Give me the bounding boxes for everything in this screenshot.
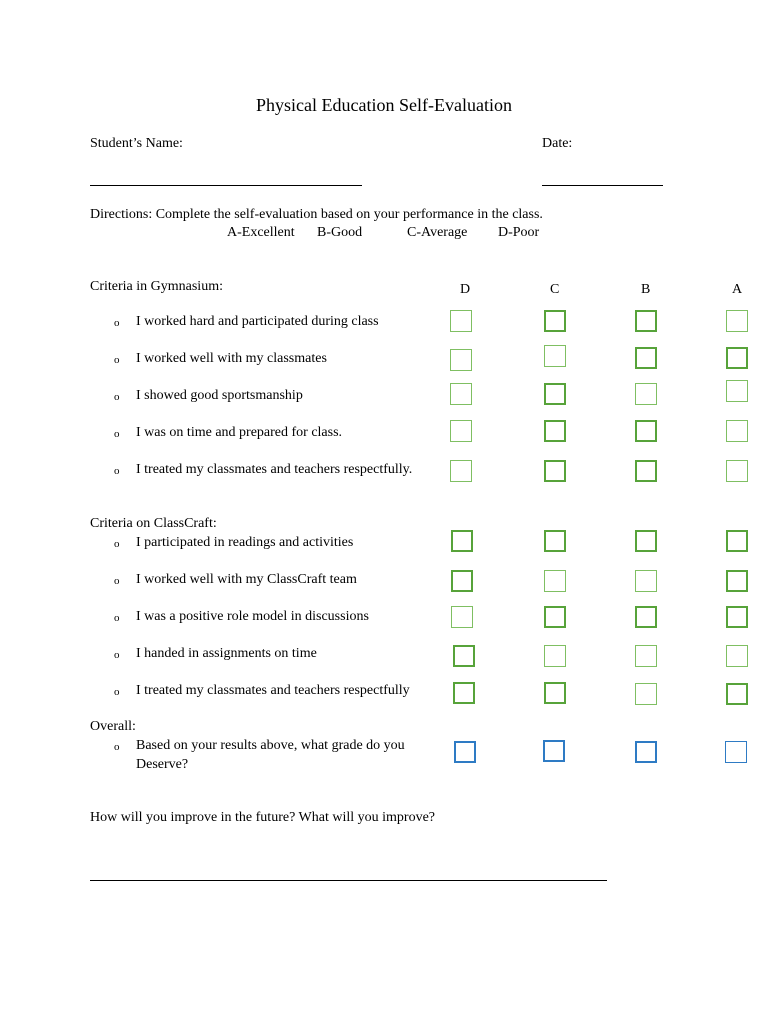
gym-item-3-c-checkbox[interactable] [544,383,566,405]
classcraft-item-5-c-checkbox[interactable] [544,682,566,704]
improve-answer-field[interactable] [90,880,607,881]
classcraft-item-3: I was a positive role model in discussions [136,609,369,624]
classcraft-item-1-a-checkbox[interactable] [726,530,748,552]
classcraft-item-5-d-checkbox[interactable] [453,682,475,704]
gym-item-1-d-checkbox[interactable] [450,310,472,332]
classcraft-item-2-d-checkbox[interactable] [451,570,473,592]
classcraft-item-1-c-checkbox[interactable] [544,530,566,552]
bullet-marker: o [114,538,120,550]
gym-item-4-a-checkbox[interactable] [726,420,748,442]
column-header-c: C [550,282,560,297]
directions-text: Directions: Complete the self-evaluation based on your performance in the class. [90,207,543,222]
classcraft-item-5-a-checkbox[interactable] [726,683,748,705]
bullet-marker: o [114,612,120,624]
gym-item-4-d-checkbox[interactable] [450,420,472,442]
bullet-marker: o [114,686,120,698]
classcraft-item-1-b-checkbox[interactable] [635,530,657,552]
overall-d-checkbox[interactable] [454,741,476,763]
bullet-marker: o [114,317,120,329]
gym-item-4-c-checkbox[interactable] [544,420,566,442]
classcraft-item-3-a-checkbox[interactable] [726,606,748,628]
overall-question-line2: Deserve? [136,757,189,772]
gym-item-2-b-checkbox[interactable] [635,347,657,369]
overall-heading: Overall: [90,719,136,734]
bullet-marker: o [114,575,120,587]
classcraft-item-4-b-checkbox[interactable] [635,645,657,667]
overall-a-checkbox[interactable] [725,741,747,763]
gym-item-2-a-checkbox[interactable] [726,347,748,369]
page-title: Physical Education Self-Evaluation [256,95,512,115]
overall-c-checkbox[interactable] [543,740,565,762]
column-header-b: B [641,282,651,297]
bullet-marker: o [114,354,120,366]
overall-b-checkbox[interactable] [635,741,657,763]
classcraft-item-1: I participated in readings and activities [136,535,354,550]
classcraft-heading: Criteria on ClassCraft: [90,516,217,531]
classcraft-item-3-c-checkbox[interactable] [544,606,566,628]
gym-item-1: I worked hard and participated during class [136,314,379,329]
gym-item-5-c-checkbox[interactable] [544,460,566,482]
gymnasium-heading: Criteria in Gymnasium: [90,279,223,294]
gym-item-5-d-checkbox[interactable] [450,460,472,482]
overall-question-line1: Based on your results above, what grade do you [136,738,405,753]
classcraft-item-5-b-checkbox[interactable] [635,683,657,705]
classcraft-item-2-a-checkbox[interactable] [726,570,748,592]
classcraft-item-1-d-checkbox[interactable] [451,530,473,552]
gym-item-3-a-checkbox[interactable] [726,380,748,402]
gym-item-5-a-checkbox[interactable] [726,460,748,482]
gym-item-4: I was on time and prepared for class. [136,425,343,440]
classcraft-item-3-b-checkbox[interactable] [635,606,657,628]
gym-item-3-d-checkbox[interactable] [450,383,472,405]
gym-item-2-c-checkbox[interactable] [544,345,566,367]
bullet-marker: o [114,649,120,661]
gym-item-1-c-checkbox[interactable] [544,310,566,332]
classcraft-item-5: I treated my classmates and teachers respectfully [136,683,410,698]
gym-item-5-b-checkbox[interactable] [635,460,657,482]
improve-question: How will you improve in the future? What will you improve? [90,810,436,825]
classcraft-item-2: I worked well with my ClassCraft team [136,572,357,587]
student-name-label: Student’s Name: [90,136,183,151]
classcraft-item-2-b-checkbox[interactable] [635,570,657,592]
gym-item-3-b-checkbox[interactable] [635,383,657,405]
scale-label-c: C-Average [407,225,468,240]
scale-label-a: A-Excellent [227,225,295,240]
column-header-a: A [732,282,743,297]
date-label: Date: [542,136,573,151]
classcraft-item-4-c-checkbox[interactable] [544,645,566,667]
column-header-d: D [460,282,471,297]
classcraft-item-2-c-checkbox[interactable] [544,570,566,592]
gym-item-4-b-checkbox[interactable] [635,420,657,442]
gym-item-1-b-checkbox[interactable] [635,310,657,332]
scale-label-d: D-Poor [498,225,540,240]
bullet-marker: o [114,428,120,440]
gym-item-2: I worked well with my classmates [136,351,327,366]
bullet-marker: o [114,741,120,753]
scale-label-b: B-Good [317,225,363,240]
classcraft-item-3-d-checkbox[interactable] [451,606,473,628]
date-field[interactable] [542,185,663,186]
classcraft-item-4: I handed in assignments on time [136,646,317,661]
bullet-marker: o [114,465,120,477]
classcraft-item-4-d-checkbox[interactable] [453,645,475,667]
gym-item-2-d-checkbox[interactable] [450,349,472,371]
student-name-field[interactable] [90,185,362,186]
gym-item-1-a-checkbox[interactable] [726,310,748,332]
gym-item-5: I treated my classmates and teachers respectfully. [136,462,413,477]
gym-item-3: I showed good sportsmanship [136,388,303,403]
bullet-marker: o [114,391,120,403]
classcraft-item-4-a-checkbox[interactable] [726,645,748,667]
